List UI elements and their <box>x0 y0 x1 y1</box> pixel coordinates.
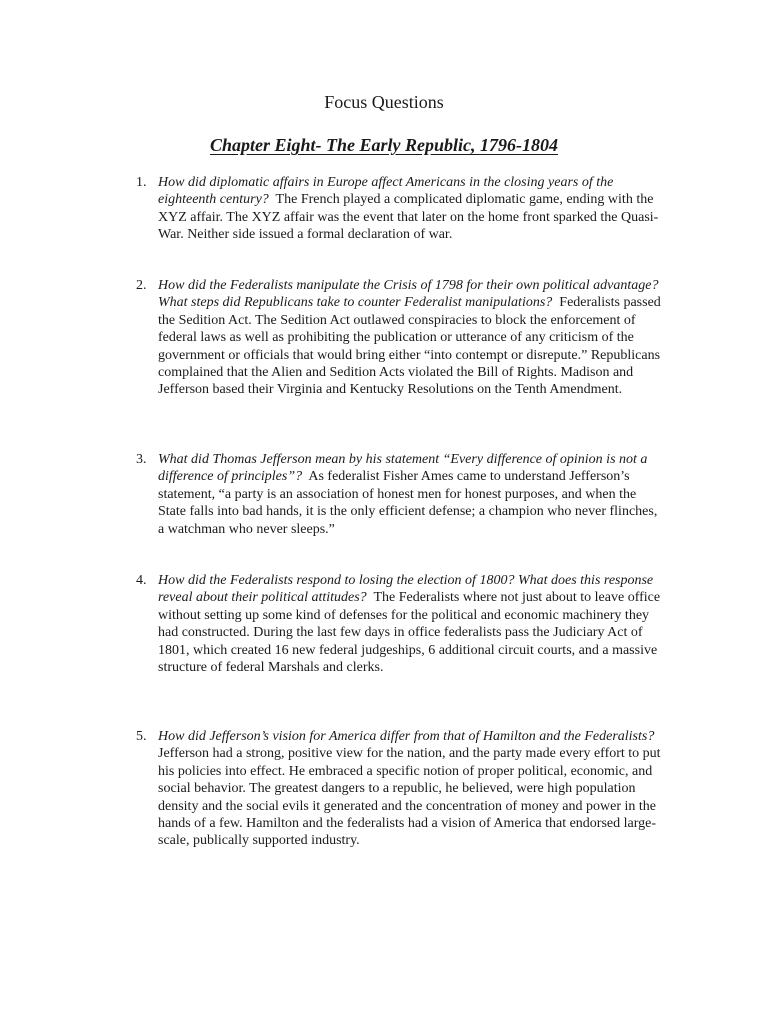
question-body <box>158 451 666 538</box>
question-prompt: How did diplomatic affairs in Europe affect Americans in the closing years of the eighteenth century? <box>158 175 614 208</box>
question-prompt: How did Jefferson’s vision for America differ from that of Hamilton and the Federalists? <box>158 729 655 744</box>
question-body <box>158 277 666 399</box>
question-body <box>158 728 666 850</box>
question-prompt: How did the Federalists manipulate the Crisis of 1798 for their own political advantage? What steps did Republicans take to counter Federalist manipulations? <box>158 278 659 311</box>
question-answer: The French played a complicated diplomatic game, ending with the XYZ affair. The XYZ affair was the event that later on the home front sparked the Quasi-War. Neither side issued a formal declaration of war. <box>158 192 659 243</box>
question-prompt: How did the Federalists respond to losing the election of 1800? What does this response reveal about their political attitudes? <box>158 573 654 606</box>
question-number: 5. <box>136 729 147 744</box>
question-number: 2. <box>136 278 147 293</box>
question-number: 1. <box>136 175 147 190</box>
chapter-heading: Chapter Eight- The Early Republic, 1796-1804 <box>209 135 558 155</box>
question-answer: As federalist Fisher Ames came to understand Jefferson’s statement, “a party is an association of honest men for honest purposes, and when the State falls into bad hands, it is the only efficient defense; a champion who never flinches, a watchman who never sleeps.” <box>158 469 658 537</box>
question-answer: Jefferson had a strong, positive view for the nation, and the party made every effort to put his policies into effect. He embraced a specific notion of proper political, economic, and social behavior. The greatest dangers to a republic, he believed, were high population density and the social evils it generated and the concentration of money and power in the hands of a few. Hamilton and the federalists had a vision of America that endorsed large-scale, publically supported industry. <box>158 746 661 849</box>
question-body <box>158 572 666 676</box>
question-answer: The Federalists where not just about to leave office without setting up some kind of defenses for the political and economic machinery they had constructed. During the last few days in office federalists pass the Judiciary Act of 1801, which created 16 new federal judgeships, 6 additional circuit courts, and a massive structure of federal Marshals and clerks. <box>158 590 661 676</box>
question-item-2 <box>136 277 666 399</box>
question-item-3 <box>136 451 666 538</box>
question-item-1 <box>136 174 666 244</box>
question-item-5 <box>136 728 666 850</box>
question-prompt: What did Thomas Jefferson mean by his statement “Every difference of opinion is not a difference of principles”? <box>158 452 648 485</box>
question-body <box>158 174 666 244</box>
question-number: 3. <box>136 452 147 467</box>
page-title: Focus Questions <box>324 92 444 112</box>
question-answer: Federalists passed the Sedition Act. The Sedition Act outlawed conspiracies to block the enforcement of federal laws as well as prohibiting the publication or utterance of any criticism of the government or officials that would bring either “into contempt or disrepute.” Republicans complained that the Alien and Sedition Acts violated the Bill of Rights. Madison and Jefferson based their Virginia and Kentucky Resolutions on the Tenth Amendment. <box>158 295 661 398</box>
question-number: 4. <box>136 573 147 588</box>
question-item-4 <box>136 572 666 676</box>
